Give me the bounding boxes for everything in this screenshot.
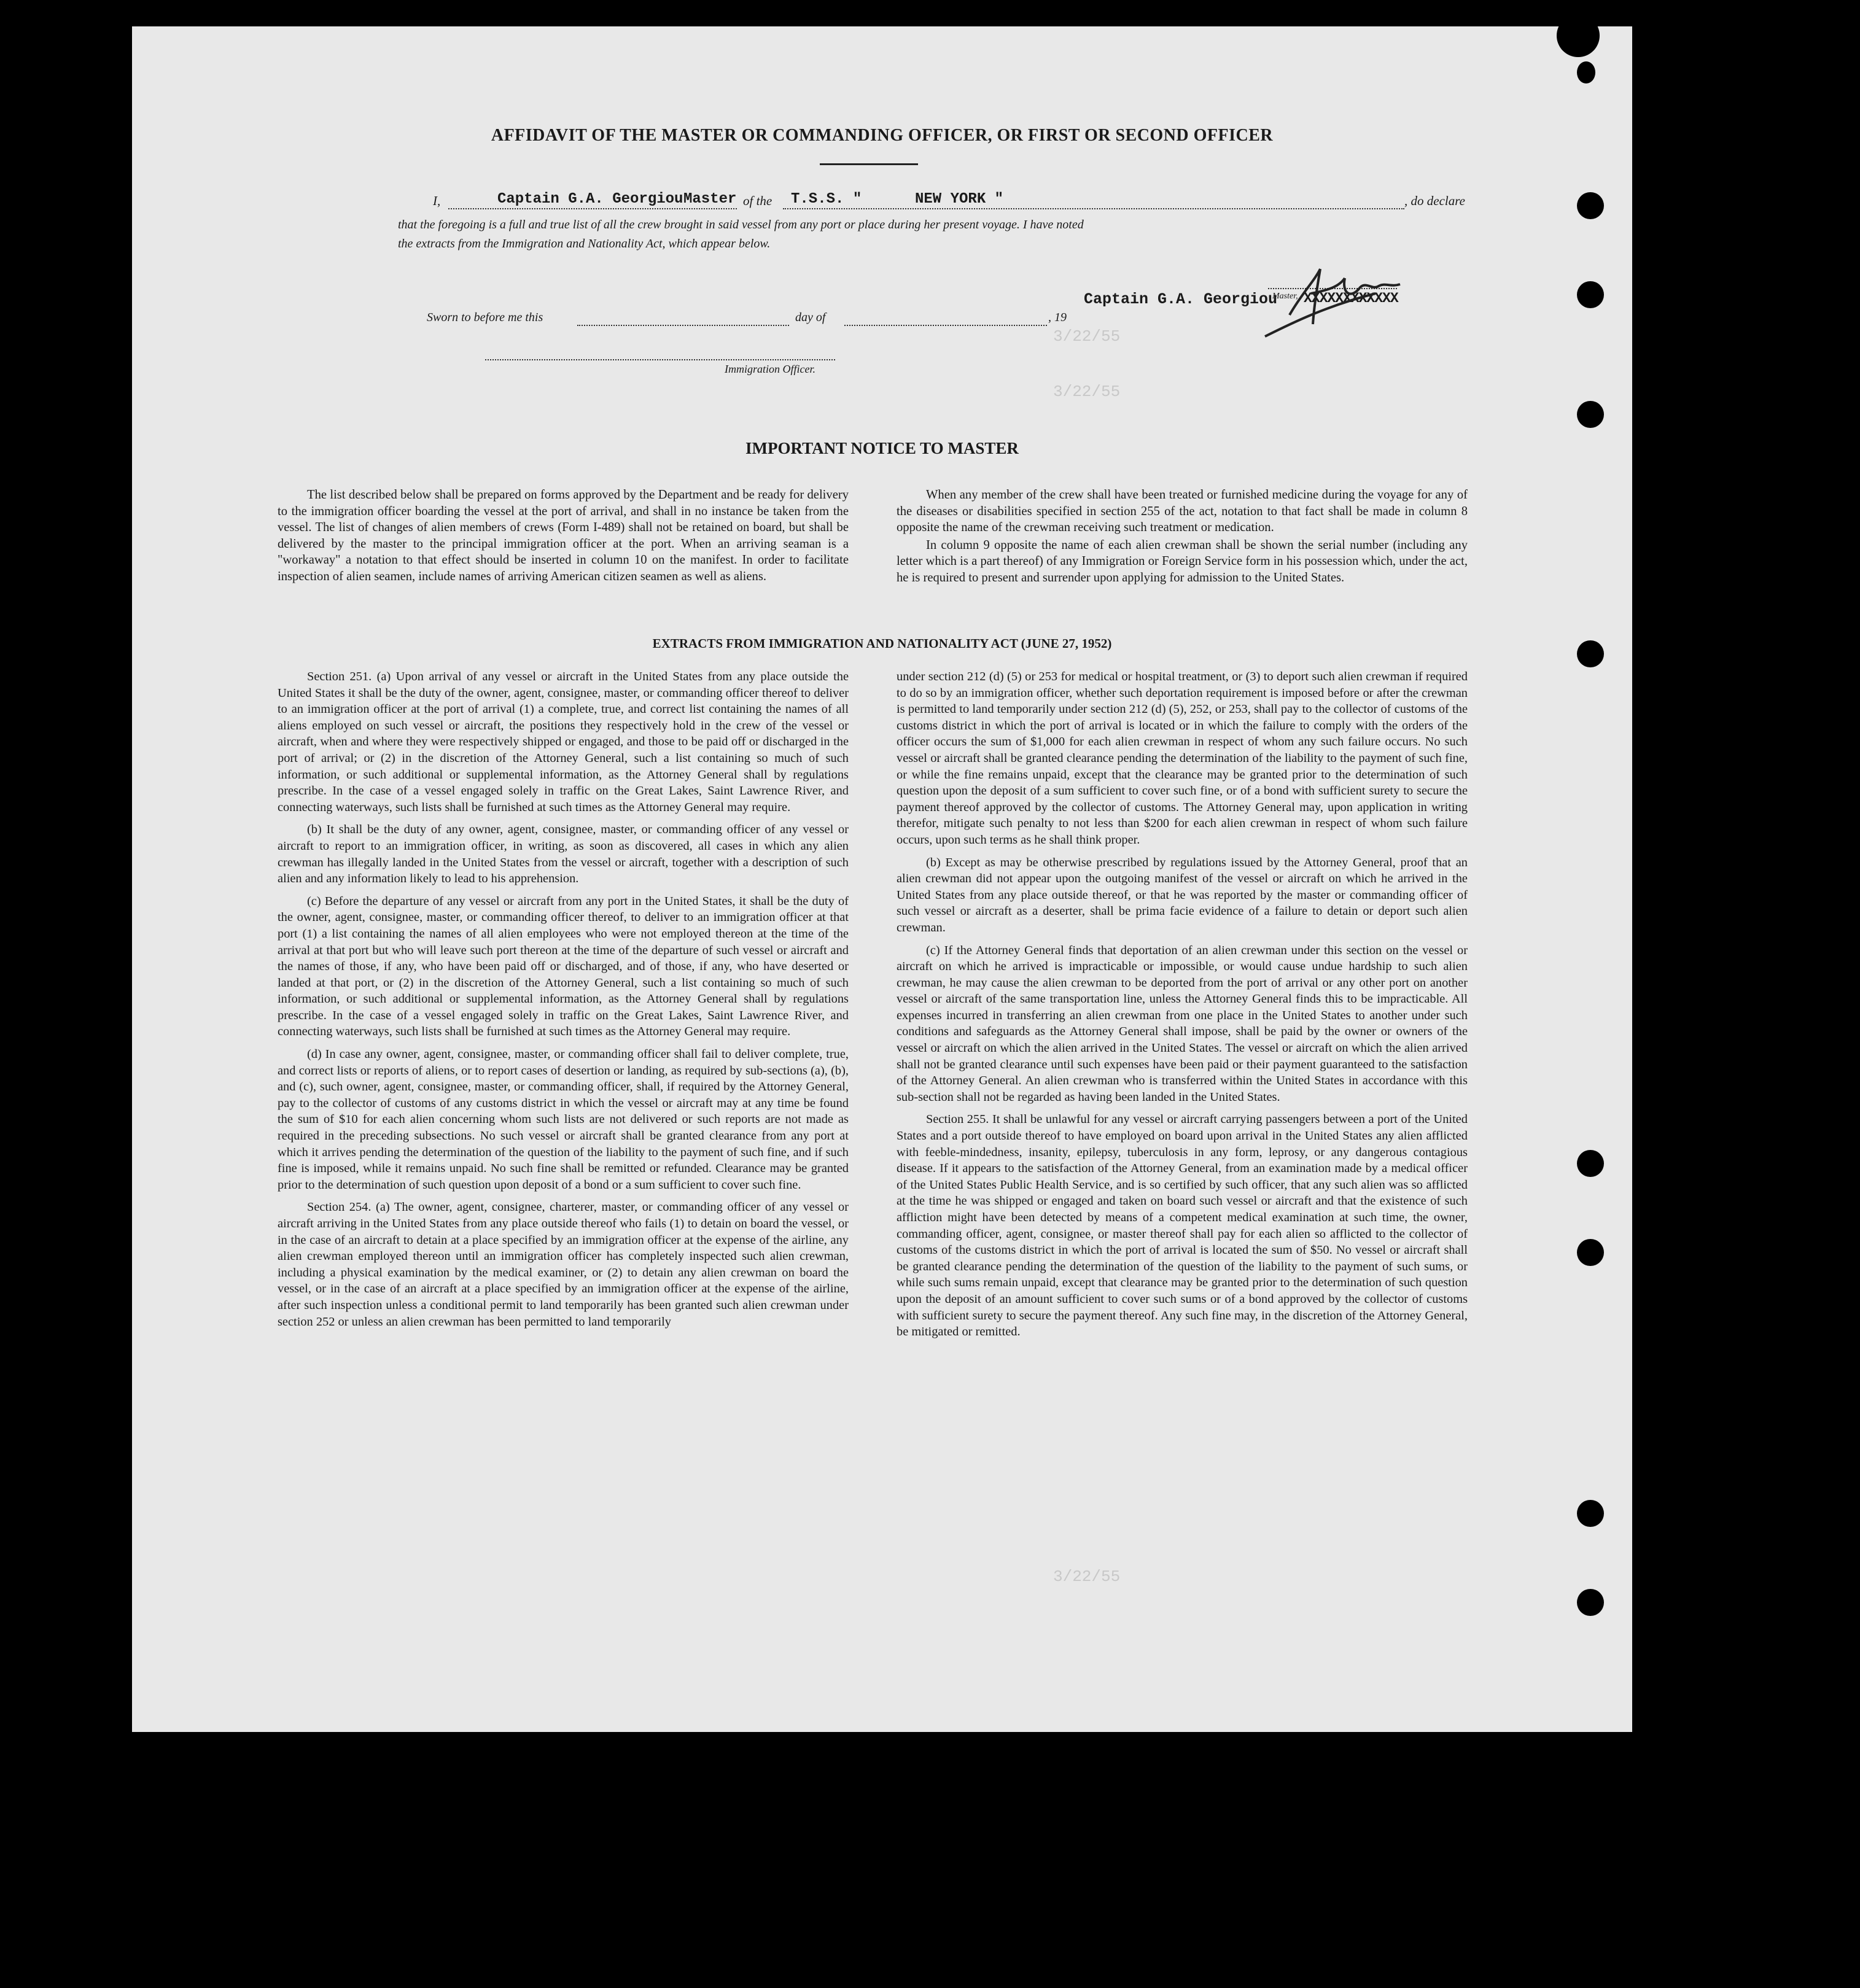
signature-block — [427, 290, 1501, 340]
punch-hole — [1577, 1239, 1604, 1266]
punch-hole — [1577, 1500, 1604, 1527]
declaration-line — [433, 191, 1477, 215]
punch-hole — [1577, 192, 1604, 219]
extracts-left-column — [278, 669, 849, 1336]
corner-tear — [1557, 26, 1600, 57]
immigration-officer-blank — [485, 359, 835, 360]
punch-hole — [1577, 1589, 1604, 1616]
declaration-text-2: the extracts from the Immigration and Nationality Act, which appear below. — [398, 237, 771, 250]
punch-hole — [1577, 281, 1604, 308]
vessel-name: NEW YORK " — [915, 191, 1004, 208]
section-251-c: (c) Before the departure of any vessel or aircraft from any port in the United States, it shall be the duty of the owner, agent, consignee, master, or commanding officer thereof, to deliver to an immigration officer at that port (1) a list containing the names of all alien employees who were not employed thereon at the time of the arrival at that port but who will leave such port thereon at the time of the departure of such vessel or aircraft and the names of those, if any, who have been paid off or discharged, and of those, if any, who have deserted or landed at that port, or (2) in the discretion of the Attorney General, such a list containing so much of such information, or such additional or supplemental information, as the Attorney General shall by regulations prescribe. In the case of a vessel engaged solely in traffic on the Great Lakes, Saint Lawrence River, and connecting waterways, such lists shall be furnished at such times as the Attorney General may require. — [278, 894, 849, 1039]
month-blank — [844, 325, 1047, 326]
punch-hole — [1577, 61, 1595, 83]
extracts-title: EXTRACTS FROM IMMIGRATION AND NATIONALITY ACT (JUNE 27, 1952) — [652, 636, 1112, 651]
affidavit-title: AFFIDAVIT OF THE MASTER OR COMMANDING OFFICER, OR FIRST OR SECOND OFFICER — [491, 126, 1274, 145]
title-underline — [820, 163, 918, 165]
notice-title: IMPORTANT NOTICE TO MASTER — [745, 439, 1019, 457]
punch-hole — [1577, 401, 1604, 428]
section-255: Section 255. It shall be unlawful for any vessel or aircraft carrying passengers between a port of the United States and a port outside thereof to have employed on board upon arrival in the United States any alien afflicted with feeble-mindedness, insanity, epilepsy, tuberculosis in any form, leprosy, or any dangerous contagious disease. If it appears to the satisfaction of the Attorney General, from an examination made by a medical officer of the United States Public Health Service, and is so certified by such officer, that any such alien was so afflicted at the time he was shipped or engaged and taken on board such vessel or aircraft and that the existence of such affliction might have been detected by means of a competent medical examination at such time, the owner, commanding officer, agent, consignee, or master thereof shall pay for each alien so afflicted to the collector of customs of the customs district in which the port of arrival is located the sum of $50. No vessel or aircraft shall be granted clearance pending the determination of the question of the liability to the payment of such sums, or while such sums remain unpaid, except that clearance may be granted prior to the determination of such question upon the deposit of an amount sufficient to cover such sums or of a bond approved by the collector of customs with sufficient surety to secure the payment thereof. Any such fine may, in the discretion of the Attorney General, be mitigated or remitted. — [897, 1112, 1468, 1339]
name-blank — [448, 208, 737, 209]
document-page — [132, 26, 1632, 1732]
section-251-d: (d) In case any owner, agent, consignee, master, or commanding officer shall fail to deliver complete, true, and correct lists or reports of aliens, or to report cases of desertion or landing, as required by sub-sections (a), (b), and (c), such owner, agent, consignee, master, or commanding officer, shall, if required by the Attorney General, pay to the collector of customs of any customs district in which the vessel or aircraft may at any time be found the sum of $10 for each alien concerning whom such lists are not delivered or such reports are not made as required in the preceding subsections. No such vessel or aircraft shall be granted clearance from any port at which it arrives pending the determination of the question of the liability to the payment of such fine, and if such fine is imposed, while it remains unpaid. No such fine shall be remitted or refunded. Clearance may be granted prior to the determination of such question upon deposit of a bond or a sum sufficient to cover such fine. — [278, 1047, 849, 1192]
bleed-through-marks: 3/22/55 — [1053, 382, 1121, 401]
do-declare-label: , do declare — [1404, 193, 1465, 208]
immigration-officer-label: Immigration Officer. — [725, 363, 815, 375]
section-251-a: Section 251. (a) Upon arrival of any vessel or aircraft in the United States from any place outside the United States it shall be the duty of the owner, agent, consignee, master, or commanding officer thereof to deliver to an immigration officer at the port of arrival (1) a complete, true, and correct list containing the names of all aliens employed on such vessel or aircraft, the positions they respectively hold in the crew of the vessel or aircraft, when and where they were respectively shipped or engaged, and those to be paid off or discharged in the port of arrival; or (2) in the discretion of the Attorney General, such a list containing so much of such information, or such additional or supplemental information, as the Attorney General shall by regulations prescribe. In the case of a vessel engaged solely in traffic on the Great Lakes, Saint Lawrence River, and connecting waterways, such lists shall be furnished at such times as the Attorney General may require. — [278, 670, 849, 814]
year-label: , 19 — [1048, 311, 1067, 324]
notice-left-paragraph: The list described below shall be prepared on forms approved by the Department and be ready for delivery to the immigration officer boarding the vessel at the port of arrival, and shall in no instance be taken from the vessel. The list of changes of alien members of crews (Form I-489) shall not be retained on board, but shall be delivered by the master to the principal immigration officer at the port. When an arriving seaman is a "workaway" a notation to that effect should be inserted in column 10 on the manifest. In order to facilitate inspection of alien seamen, include names of arriving American citizen seamen as well as aliens. — [278, 488, 849, 583]
master-label: Master, — [1272, 292, 1298, 301]
section-251-b: (b) It shall be the duty of any owner, agent, consignee, master, or commanding officer of any vessel or aircraft to report to an immigration officer, in writing, as soon as discovered, all cases in which any alien crewman has illegally landed in the United States from the vessel or aircraft, together with a description of such alien and any information likely to lead to his apprehension. — [278, 823, 849, 886]
day-of-label: day of — [795, 311, 826, 324]
section-254-a: Section 254. (a) The owner, agent, consignee, charterer, master, or commanding officer of any vessel or aircraft arriving in the United States from any place outside thereof who fails (1) to detain on board the vessel, or in the case of an aircraft to detain at a place specified by an immigration officer at the expense of the airline, any alien crewman employed thereon until an immigration officer has completely inspected such alien crewman, including a physical examination by the medical examiner, or (2) to detain any alien crewman on board the vessel, or in the case of an aircraft at a place specified by an immigration officer at the expense of the airline, after such inspection unless a conditional permit to land temporarily has been granted such alien crewman under section 252 or unless an alien crewman has been permitted to land temporarily — [278, 1200, 849, 1329]
struck-out-title: XXXXXXXXXXXX — [1304, 290, 1398, 306]
section-254-b: (b) Except as may be otherwise prescribed by regulations issued by the Attorney General, proof that an alien crewman did not appear upon the outgoing manifest of the vessel or aircraft on which he arrived in the United States from any place outside thereof, or that he was reported by the master or commanding officer of such vessel or aircraft as a deserter, shall be prima facie evidence of a failure to detain or deport such alien crewman. — [897, 855, 1468, 934]
signer-typed-name: Captain G.A. Georgiou — [1084, 290, 1278, 308]
notice-right-paragraph-2: In column 9 opposite the name of each alien crewman shall be shown the serial number (including any letter which is a part thereof) of any Immigration or Foreign Service form in his possession which, under the act, he is required to present and surrender upon applying for admission to the United States. — [897, 538, 1468, 584]
sworn-day-blank — [577, 325, 789, 326]
bleed-through-marks: 3/22/55 — [1053, 327, 1121, 346]
section-254-c: (c) If the Attorney General finds that deportation of an alien crewman under this section on the vessel or aircraft on which he arrived is impracticable or impossible, or would cause undue hardship to such alien crewman, he may cause the alien crewman to be deported from the port of arrival or any other port on another vessel or aircraft of the same transportation line, unless the Attorney General finds this to be impracticable. All expenses incurred in transferring an alien crewman from one place in the United States to another under such conditions and safeguards as the Attorney General shall impose, shall be paid by the owner or owners of the vessel or aircraft on which the alien arrived in the United States. The vessel or aircraft on which the alien arrived shall not be granted clearance until such expenses have been paid or their payment guaranteed to the satisfaction of the Attorney General. An alien crewman who is transferred within the United States in accordance with this sub-section shall not be regarded as having been landed in the United States. — [897, 943, 1468, 1104]
section-254-a-continued: under section 212 (d) (5) or 253 for medical or hospital treatment, or (3) to deport such alien crewman if required to do so by an immigration officer, whether such deportation requirement is imposed before or after the crewman is permitted to land temporarily under section 212 (d) (5), 252, or 253, shall pay to the collector of customs of the customs district in which the port of arrival is located or in which the failure to comply with the orders of the officer occurs the sum of $1,000 for each alien crewman in respect of whom any such failure occurs. No such vessel or aircraft shall be granted clearance pending the determination of the liability to the payment of such fine, or while the fine remains unpaid, except that the clearance may be granted prior to the determination of such question upon the deposit of a sum sufficient to cover such fine, or of a bond with sufficient surety to secure the payment thereof approved by the collector of customs. The Attorney General may, upon application in writing therefor, mitigate such penalty to not less than $200 for each alien crewman in respect of whom such failure occurs, upon such terms as he shall think proper. — [897, 670, 1468, 847]
declarant-name: Captain G.A. Georgiou — [497, 191, 683, 208]
notice-right-paragraph-1: When any member of the crew shall have been treated or furnished medicine during the voyage for any of the diseases or disabilities specified in section 255 of the act, notation to that fact shall be made in column 8 opposite the name of the crewman receiving such treatment or medication. — [897, 488, 1468, 535]
vessel-blank — [783, 208, 1404, 209]
vessel-prefix: T.S.S. " — [791, 191, 862, 208]
notice-right-column — [897, 487, 1468, 592]
sworn-label: Sworn to before me this — [427, 311, 543, 324]
declaration-text-1: that the foregoing is a full and true list of all the crew brought in said vessel from any port or place during her present voyage. I have noted — [398, 218, 1084, 231]
handwritten-signature — [1253, 257, 1412, 349]
punch-hole — [1577, 1150, 1604, 1177]
i-label: I, — [433, 193, 441, 208]
extracts-right-column — [897, 669, 1468, 1346]
declarant-rank: Master — [683, 191, 737, 208]
bleed-through-marks: 3/22/55 — [1053, 1567, 1121, 1586]
notice-left-column — [278, 487, 849, 591]
of-the-label: of the — [743, 193, 772, 208]
